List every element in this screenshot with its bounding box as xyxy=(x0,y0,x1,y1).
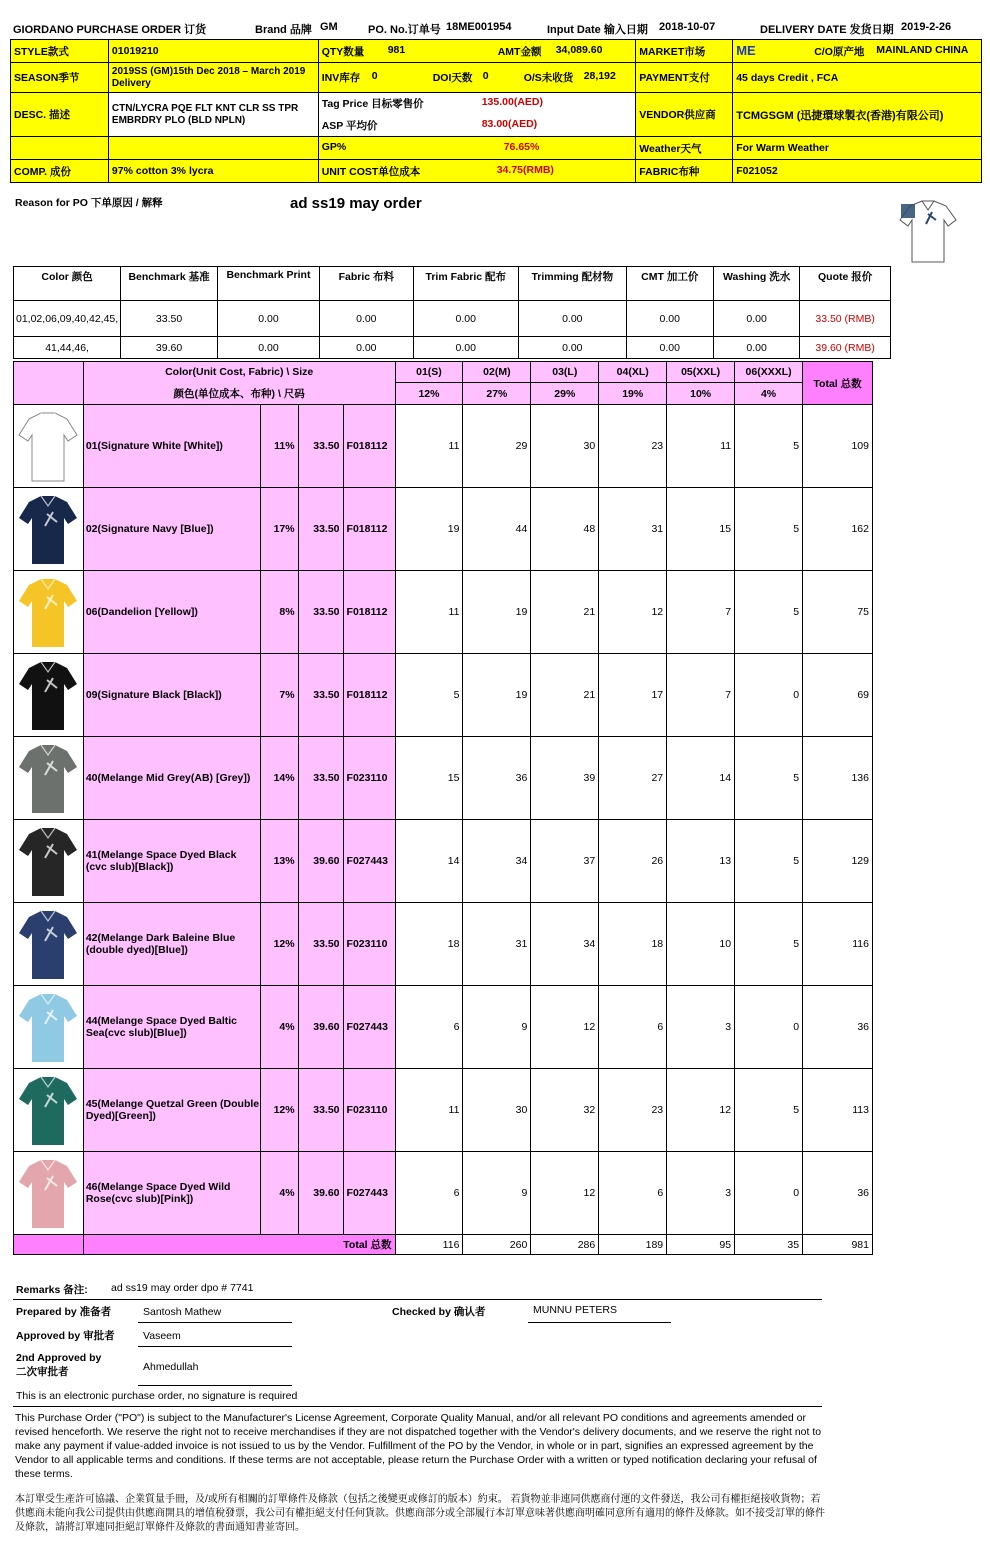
order-quantity-table xyxy=(13,361,873,1255)
product-thumbnail xyxy=(14,986,84,1069)
size-qty: 32 xyxy=(531,1069,599,1152)
size-qty: 15 xyxy=(667,488,735,571)
color-pct: 4% xyxy=(260,986,298,1069)
po-number: 18ME001954 xyxy=(446,21,512,33)
size-qty: 21 xyxy=(531,571,599,654)
size-total: 286 xyxy=(531,1235,599,1255)
inv-value: 0 xyxy=(371,70,378,82)
color-name: 42(Melange Dark Baleine Blue (double dyed)[Blue]) xyxy=(83,903,260,986)
signature-line xyxy=(138,1322,292,1323)
total-head: Total 总数 xyxy=(803,362,873,405)
color-fabric: F018112 xyxy=(343,654,395,737)
style-value: 01019210 xyxy=(108,40,318,63)
size-qty: 19 xyxy=(463,654,531,737)
unit-cost-label: UNIT COST单位成本 xyxy=(321,166,421,178)
bench-cell: 0.00 xyxy=(518,301,626,337)
bench-head-quote: Quote 报价 xyxy=(800,267,891,301)
color-pct: 4% xyxy=(260,1152,298,1235)
size-qty: 6 xyxy=(395,1152,463,1235)
signature-line xyxy=(138,1385,292,1386)
size-qty: 5 xyxy=(735,488,803,571)
legal-text-en: This Purchase Order ("PO") is subject to the Manufacturer's License Agreement, Corporate Quality Manual, and/or all relevant PO conditions and agreements amended or revised henceforth. We reserve the right not to receive merchandises if they are not dispatched together with the Vendor's delivery documents, and we reserve the right not to make any payment if value-added invoice is not issued to us by the Vendor. Fulfillment of the PO by the Vendor, in whole or in part, signifies an expressed agreement by the Vendor to all applicable terms and conditions. If these terms are not acceptable, please return the Purchase Order with a written or typed notification declaring your refusal of these terms. xyxy=(15,1412,822,1480)
shirt-icon xyxy=(17,741,79,815)
size-qty: 31 xyxy=(599,488,667,571)
size-qty: 11 xyxy=(395,1069,463,1152)
desc-value: CTN/LYCRA PQE FLT KNT CLR SS TPR EMBRDRY PLO (BLD NPLN) xyxy=(108,93,318,137)
size-head: 05(XXL) xyxy=(667,362,735,383)
order-row xyxy=(14,1152,873,1235)
size-qty: 21 xyxy=(531,654,599,737)
size-total: 35 xyxy=(735,1235,803,1255)
divider xyxy=(13,1299,822,1300)
weather-value: For Warm Weather xyxy=(733,137,982,160)
size-qty: 5 xyxy=(735,571,803,654)
size-qty: 3 xyxy=(667,1152,735,1235)
size-qty: 27 xyxy=(599,737,667,820)
size-qty: 30 xyxy=(531,405,599,488)
size-qty: 0 xyxy=(735,1152,803,1235)
os-label: O/S未收货 xyxy=(523,72,574,84)
size-qty: 6 xyxy=(599,1152,667,1235)
size-qty: 5 xyxy=(735,903,803,986)
color-name: 44(Melange Space Dyed Baltic Sea(cvc slub)[Blue]) xyxy=(83,986,260,1069)
market-label: MARKET市场 xyxy=(636,40,733,63)
qty-value: 981 xyxy=(387,44,406,56)
product-thumbnail xyxy=(14,1152,84,1235)
style-label: STYLE款式 xyxy=(11,40,109,63)
checked-value: MUNNU PETERS xyxy=(533,1304,618,1316)
bench-cell: 33.50 xyxy=(121,301,218,337)
approved-value: Vaseem xyxy=(143,1330,181,1342)
size-qty: 18 xyxy=(599,903,667,986)
shirt-icon xyxy=(17,575,79,649)
size-qty: 30 xyxy=(463,1069,531,1152)
reason-label: Reason for PO 下单原因 / 解释 xyxy=(15,197,163,209)
size-pct: 29% xyxy=(531,383,599,405)
color-fabric: F023110 xyxy=(343,737,395,820)
size-qty: 11 xyxy=(667,405,735,488)
bench-cell: 39.60 xyxy=(121,337,218,359)
color-name: 41(Melange Space Dyed Black (cvc slub)[Black]) xyxy=(83,820,260,903)
size-qty: 5 xyxy=(735,1069,803,1152)
size-qty: 29 xyxy=(463,405,531,488)
size-qty: 36 xyxy=(463,737,531,820)
size-total: 116 xyxy=(395,1235,463,1255)
weather-label: Weather天气 xyxy=(636,137,733,160)
delivery-date: 2019-2-26 xyxy=(901,21,952,33)
bench-head-washing: Washing 洗水 xyxy=(713,267,799,301)
product-thumbnail xyxy=(14,654,84,737)
co-label: C/O原产地 xyxy=(814,46,865,58)
color-cost: 39.60 xyxy=(298,820,343,903)
row-total: 116 xyxy=(803,903,873,986)
order-row xyxy=(14,405,873,488)
color-pct: 7% xyxy=(260,654,298,737)
size-qty: 26 xyxy=(599,820,667,903)
size-pct: 12% xyxy=(395,383,463,405)
order-row xyxy=(14,986,873,1069)
comp-value: 97% cotton 3% lycra xyxy=(108,160,318,183)
size-total: 260 xyxy=(463,1235,531,1255)
color-cost: 33.50 xyxy=(298,737,343,820)
shirt-icon xyxy=(17,824,79,898)
size-qty: 5 xyxy=(735,737,803,820)
row-total: 136 xyxy=(803,737,873,820)
size-qty: 48 xyxy=(531,488,599,571)
color-cost: 33.50 xyxy=(298,405,343,488)
prepared-label: Prepared by 准备者 xyxy=(16,1306,112,1318)
shirt-icon xyxy=(17,409,79,483)
row-total: 129 xyxy=(803,820,873,903)
shirt-icon xyxy=(17,907,79,981)
bench-head-color: Color 颜色 xyxy=(14,267,121,301)
bench-head-cmt: CMT 加工价 xyxy=(626,267,713,301)
order-row xyxy=(14,737,873,820)
row-total: 109 xyxy=(803,405,873,488)
bench-cell: 0.00 xyxy=(713,337,799,359)
size-qty: 11 xyxy=(395,571,463,654)
bench-cell: 0.00 xyxy=(413,301,518,337)
color-pct: 17% xyxy=(260,488,298,571)
size-qty: 14 xyxy=(395,820,463,903)
bench-quote-cell: 39.60 (RMB) xyxy=(800,337,891,359)
market-value: ME xyxy=(736,43,756,58)
product-thumbnail xyxy=(14,820,84,903)
shirt-icon xyxy=(17,492,79,566)
color-cost: 39.60 xyxy=(298,986,343,1069)
size-qty: 13 xyxy=(667,820,735,903)
fabric-value: F021052 xyxy=(733,160,982,183)
color-pct: 8% xyxy=(260,571,298,654)
color-cost: 33.50 xyxy=(298,903,343,986)
tag-price-label: Tag Price 目标零售价 xyxy=(321,98,424,110)
size-qty: 12 xyxy=(531,986,599,1069)
season-value: 2019SS (GM)15th Dec 2018 – March 2019 Delivery xyxy=(108,63,318,93)
order-row xyxy=(14,654,873,737)
size-qty: 19 xyxy=(463,571,531,654)
doi-label: DOI天数 xyxy=(432,72,473,84)
gp-value: 76.65% xyxy=(503,141,540,153)
size-qty: 18 xyxy=(395,903,463,986)
color-name: 09(Signature Black [Black]) xyxy=(83,654,260,737)
order-row xyxy=(14,488,873,571)
bench-quote-cell: 33.50 (RMB) xyxy=(800,301,891,337)
color-pct: 13% xyxy=(260,820,298,903)
input-date-label: Input Date 输入日期 xyxy=(547,24,648,36)
color-name: 46(Melange Space Dyed Wild Rose(cvc slub)[Pink]) xyxy=(83,1152,260,1235)
order-row xyxy=(14,1069,873,1152)
size-qty: 39 xyxy=(531,737,599,820)
bench-head-benchmark-print: Benchmark Print xyxy=(217,267,319,301)
payment-label: PAYMENT支付 xyxy=(636,63,733,93)
product-thumbnail xyxy=(14,405,84,488)
row-total: 75 xyxy=(803,571,873,654)
size-total: 95 xyxy=(667,1235,735,1255)
size-pct: 10% xyxy=(667,383,735,405)
color-pct: 14% xyxy=(260,737,298,820)
shirt-icon xyxy=(17,990,79,1064)
size-qty: 5 xyxy=(735,405,803,488)
size-qty: 12 xyxy=(667,1069,735,1152)
amt-label: AMT金额 xyxy=(497,46,542,58)
electronic-note: This is an electronic purchase order, no signature is required xyxy=(16,1390,298,1402)
size-qty: 9 xyxy=(463,1152,531,1235)
color-fabric: F018112 xyxy=(343,571,395,654)
grand-total-label: Total 总数 xyxy=(83,1235,395,1255)
size-qty: 0 xyxy=(735,654,803,737)
row-total: 36 xyxy=(803,1152,873,1235)
shirt-icon xyxy=(17,1073,79,1147)
size-qty: 34 xyxy=(463,820,531,903)
comp-label: COMP. 成份 xyxy=(11,160,109,183)
color-name: 02(Signature Navy [Blue]) xyxy=(83,488,260,571)
co-value: MAINLAND CHINA xyxy=(876,44,969,56)
po-title: GIORDANO PURCHASE ORDER 订货 xyxy=(13,24,207,36)
grand-total: 981 xyxy=(803,1235,873,1255)
size-qty: 7 xyxy=(667,571,735,654)
bench-cell: 0.00 xyxy=(320,301,414,337)
color-name: 06(Dandelion [Yellow]) xyxy=(83,571,260,654)
bench-head-trimming: Trimming 配材物 xyxy=(518,267,626,301)
size-qty: 5 xyxy=(395,654,463,737)
size-head: 01(S) xyxy=(395,362,463,383)
size-qty: 7 xyxy=(667,654,735,737)
color-fabric: F018112 xyxy=(343,405,395,488)
bench-head-benchmark: Benchmark 基准 xyxy=(121,267,218,301)
os-value: 28,192 xyxy=(583,70,616,82)
color-cost: 33.50 xyxy=(298,571,343,654)
size-qty: 17 xyxy=(599,654,667,737)
bench-cell: 0.00 xyxy=(217,301,319,337)
bench-cell: 0.00 xyxy=(626,301,713,337)
unit-cost-value: 34.75(RMB) xyxy=(496,164,554,176)
size-qty: 0 xyxy=(735,986,803,1069)
qty-label: QTY数量 xyxy=(321,46,365,58)
po-number-label: PO. No.订单号 xyxy=(368,24,441,36)
size-head: 04(XL) xyxy=(599,362,667,383)
brand-value: GM xyxy=(320,21,338,33)
shirt-icon xyxy=(17,1156,79,1230)
bench-head-fabric: Fabric 布料 xyxy=(320,267,414,301)
prepared-value: Santosh Mathew xyxy=(143,1306,222,1318)
bench-head-trim-fabric: Trim Fabric 配布 xyxy=(413,267,518,301)
delivery-date-label: DELIVERY DATE 发货日期 xyxy=(760,24,894,36)
bench-cell: 0.00 xyxy=(320,337,414,359)
bench-cell: 0.00 xyxy=(713,301,799,337)
bench-row xyxy=(14,301,891,337)
bench-cell: 01,02,06,09,40,42,45, xyxy=(14,301,121,337)
signature-line xyxy=(528,1322,671,1323)
size-qty: 15 xyxy=(395,737,463,820)
legal-text-cn: 本訂單受生產許可協議、企業質量手冊，及/或所有相關的訂單條件及條款（包括之後變更或修訂的版本）約束。 若貨物並非連同供應商付運的文件發送，我公司有權拒絕接收貨物；若供應商未能向我公司提供由供應商開具的增值稅發票，我公司有權拒絕支付任何貨款。供應商部分或全部履行本訂單意味著供應商明確同意所有適用的條件及條款。如不接受訂單的條件及條款，請將訂單連同拒絕訂單條件及條款的書面通知書並寄回。 xyxy=(15,1494,825,1533)
remarks-value: ad ss19 may order dpo # 7741 xyxy=(111,1282,254,1294)
checked-label: Checked by 确认者 xyxy=(392,1306,486,1318)
color-name: 45(Melange Quetzal Green (Double Dyed)[Green]) xyxy=(83,1069,260,1152)
color-cost: 33.50 xyxy=(298,488,343,571)
divider xyxy=(13,1406,822,1407)
color-fabric: F018112 xyxy=(343,488,395,571)
size-qty: 3 xyxy=(667,986,735,1069)
color-pct: 12% xyxy=(260,1069,298,1152)
order-info-table xyxy=(10,39,982,183)
size-qty: 23 xyxy=(599,1069,667,1152)
vendor-label: VENDOR供应商 xyxy=(636,93,733,137)
size-qty: 12 xyxy=(599,571,667,654)
size-qty: 10 xyxy=(667,903,735,986)
size-qty: 23 xyxy=(599,405,667,488)
size-total: 189 xyxy=(599,1235,667,1255)
gp-label: GP% xyxy=(321,141,347,153)
product-thumbnail xyxy=(14,903,84,986)
color-fabric: F027443 xyxy=(343,986,395,1069)
bench-cell: 0.00 xyxy=(217,337,319,359)
color-name: 40(Melange Mid Grey(AB) [Grey]) xyxy=(83,737,260,820)
asp-value: 83.00(AED) xyxy=(481,118,538,130)
product-thumbnail xyxy=(14,737,84,820)
brand-label: Brand 品牌 xyxy=(255,24,312,36)
bench-cell: 0.00 xyxy=(626,337,713,359)
color-fabric: F027443 xyxy=(343,820,395,903)
size-pct: 4% xyxy=(735,383,803,405)
size-qty: 9 xyxy=(463,986,531,1069)
row-total: 69 xyxy=(803,654,873,737)
desc-label: DESC. 描述 xyxy=(11,93,109,137)
vendor-value: TCMGSGM (迅捷環球製衣(香港)有限公司) xyxy=(733,93,982,137)
color-cost: 33.50 xyxy=(298,654,343,737)
size-qty: 31 xyxy=(463,903,531,986)
reason-value: ad ss19 may order xyxy=(290,195,422,212)
size-qty: 19 xyxy=(395,488,463,571)
row-total: 162 xyxy=(803,488,873,571)
color-cost: 39.60 xyxy=(298,1152,343,1235)
product-thumbnail xyxy=(14,1069,84,1152)
shirt-icon xyxy=(17,658,79,732)
remarks-label: Remarks 备注: xyxy=(16,1284,88,1296)
size-head: 06(XXXL) xyxy=(735,362,803,383)
tag-price-value: 135.00(AED) xyxy=(481,96,543,108)
amt-value: 34,089.60 xyxy=(555,44,603,56)
signature-line xyxy=(138,1346,292,1347)
input-date: 2018-10-07 xyxy=(659,21,716,33)
size-qty: 6 xyxy=(395,986,463,1069)
order-head-1: Color(Unit Cost, Fabric) \ Size xyxy=(83,362,395,383)
product-thumbnail xyxy=(14,488,84,571)
color-name: 01(Signature White [White]) xyxy=(83,405,260,488)
bench-cell: 0.00 xyxy=(518,337,626,359)
row-total: 36 xyxy=(803,986,873,1069)
second-approved-label-en: 2nd Approved by xyxy=(16,1352,102,1364)
benchmark-table xyxy=(13,266,891,359)
size-head: 03(L) xyxy=(531,362,599,383)
bench-row xyxy=(14,337,891,359)
size-pct: 27% xyxy=(463,383,531,405)
season-label: SEASON季节 xyxy=(11,63,109,93)
order-row xyxy=(14,571,873,654)
order-row xyxy=(14,903,873,986)
payment-value: 45 days Credit , FCA xyxy=(733,63,982,93)
bench-cell: 0.00 xyxy=(413,337,518,359)
color-pct: 12% xyxy=(260,903,298,986)
doi-value: 0 xyxy=(482,70,489,82)
bench-cell: 41,44,46, xyxy=(14,337,121,359)
second-approved-value: Ahmedullah xyxy=(143,1361,199,1373)
size-qty: 12 xyxy=(531,1152,599,1235)
size-pct: 19% xyxy=(599,383,667,405)
size-qty: 5 xyxy=(735,820,803,903)
fabric-label: FABRIC布种 xyxy=(636,160,733,183)
order-row xyxy=(14,820,873,903)
size-head: 02(M) xyxy=(463,362,531,383)
size-qty: 6 xyxy=(599,986,667,1069)
size-qty: 34 xyxy=(531,903,599,986)
product-thumbnail xyxy=(14,571,84,654)
size-qty: 44 xyxy=(463,488,531,571)
color-pct: 11% xyxy=(260,405,298,488)
inv-label: INV库存 xyxy=(321,72,361,84)
product-sketch-image xyxy=(896,196,960,270)
size-qty: 14 xyxy=(667,737,735,820)
second-approved-label-cn: 二次审批者 xyxy=(16,1366,69,1378)
approved-label: Approved by 审批者 xyxy=(16,1330,115,1342)
order-head-2: 颜色(单位成本、布种) \ 尺码 xyxy=(83,383,395,405)
color-fabric: F027443 xyxy=(343,1152,395,1235)
color-fabric: F023110 xyxy=(343,903,395,986)
size-qty: 37 xyxy=(531,820,599,903)
size-qty: 11 xyxy=(395,405,463,488)
color-cost: 33.50 xyxy=(298,1069,343,1152)
row-total: 113 xyxy=(803,1069,873,1152)
asp-label: ASP 平均价 xyxy=(321,120,378,132)
color-fabric: F023110 xyxy=(343,1069,395,1152)
